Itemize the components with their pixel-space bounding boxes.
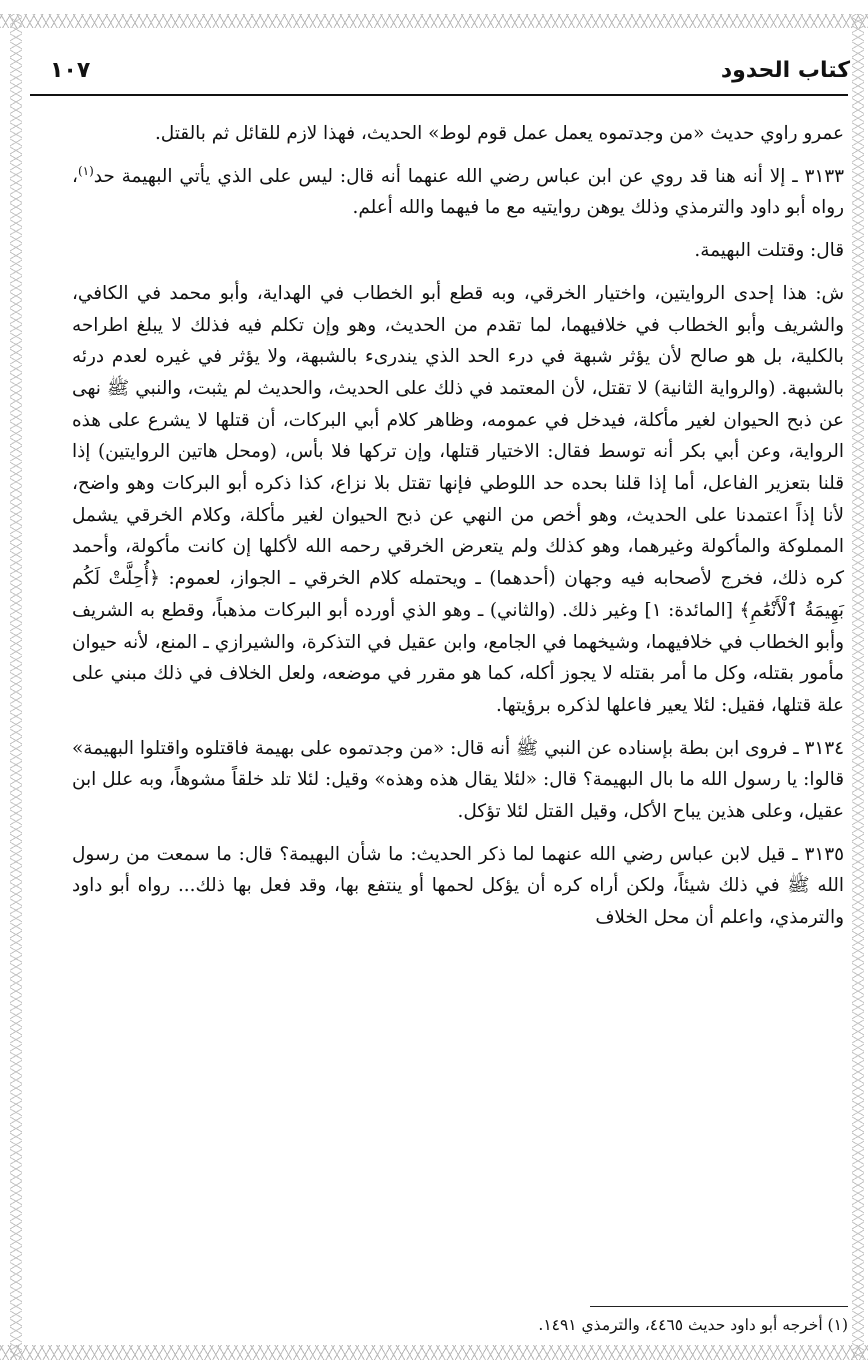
body-text (72, 118, 844, 934)
page-number: ١٠٧ (50, 58, 91, 83)
page-header (30, 56, 850, 90)
paragraph-3133-rest: ، رواه أبو داود والترمذي وذلك يوهن روايتيه مع ما فيهما والله أعلم. (72, 165, 844, 219)
footnote-rule (590, 1306, 848, 1307)
running-title: كتاب الحدود (720, 58, 850, 83)
footnote-reference: (١) (77, 163, 94, 178)
paragraph-qala: قال: وقتلت البهيمة. (694, 240, 844, 262)
paragraph-continuation: عمرو راوي حديث «من وجدتموه يعمل عمل قوم لوط» الحديث، فهذا لازم للقائل ثم بالقتل. (154, 123, 844, 144)
paragraph-3133 (72, 161, 844, 224)
top-border-ornament (0, 14, 868, 28)
paragraph-commentary: ش: هذا إحدى الروايتين، واختيار الخرقي، وبه قطع أبو الخطاب في الهداية، وأبو محمد في الكافي، والشريف وأبو الخطاب في خلافيهما، لما تقدم من الحديث، وهو وإن تكلم فيه فذلك لا يبلغ اطراحه بالكلية، بل هو صالح لأن يؤثر شبهة في درء الحد الذي يندرىء بالشبهة، ولا يؤثر في غيره لعدم درئه بالشبهة. (والرواية الثانية) لا تقتل، لأن المعتمد في ذلك على الحديث، والحديث لم يثبت، والنبي ﷺ نهى عن ذبح الحيوان لغير مأكلة، فيدخل في عمومه، وظاهر كلام أبي البركات، أن قتلها لا يشرع على هذه الرواية، وعن أبي بكر أنه توسط فقال: الاختيار قتلها، وإن تركها فلا بأس، (ومحل هاتين الروايتين) إذا قلنا بتعزير الفاعل، أما إذا قلنا بحده حد اللوطي فإنها تقتل بلا نزاع، كذا ذكره أبو البركات وهو واضح، لأنا إذاً اعتمدنا على الحديث، وهو أخص من النهي عن ذبح الحيوان لغير مأكلة، وكلام الخرقي يشمل المملوكة والمأكولة وغيرهما، وهو كذلك ولم يتعرض الخرقي رحمه الله لأكلها إن كانت مأكولة، وأحمد كره ذلك، فخرج لأصحابه فيه وجهان (أحدهما) ـ ويحتمله كلام الخرقي ـ الجواز، لعموم: ﴿أُحِلَّتْ لَكُم بَهِيمَةُ ٱلْأَنْعَٰمِ﴾ [المائدة: ١] وغير ذلك. (والثاني) ـ وهو الذي أورده أبو البركات مذهباً، وقطع به الشريف وأبو الخطاب في خلافيهما، وشيخهما في الجامع، وابن عقيل في التذكرة، والشيرازي ـ المنع، لأنه حيوان مأمور بقتله، وكل ما أمر بقتله لا يجوز أكله، كما هو مقرر في موضعه، ولعل الخلاف في ذلك مبني على علة قتلها، فقيل: لئلا يعير فاعلها لذكره برؤيتها. (72, 282, 844, 716)
right-border-ornament (852, 14, 864, 1360)
left-border-ornament (10, 14, 22, 1360)
paragraph-3133-text: ٣١٣٣ ـ إلا أنه هنا قد روي عن ابن عباس رضي الله عنهما أنه قال: ليس على الذي يأتي البهيمة حد (93, 165, 844, 187)
paragraph-3134: ٣١٣٤ ـ فروى ابن بطة بإسناده عن النبي ﷺ أنه قال: «من وجدتموه على بهيمة فاقتلوه واقتلوا البهيمة» قالوا: يا رسول الله ما بال البهيمة؟ قال: «لئلا يقال هذه وهذه» وقيل: لئلا تلد خلقاً مشوهاً، وبه علل ابن عقيل، وعلى هذين يباح الأكل، وقيل القتل لئلا تؤكل. (72, 737, 844, 823)
bottom-border-ornament (0, 1345, 868, 1360)
paragraph-3135: ٣١٣٥ ـ قيل لابن عباس رضي الله عنهما لما ذكر الحديث: ما شأن البهيمة؟ قال: ما سمعت من رسول الله ﷺ في ذلك شيئاً، ولكن أراه كره أن يؤكل لحمها أو ينتفع بها، وقد فعل بها ذلك... رواه أبو داود والترمذي، واعلم أن محل الخلاف (72, 843, 844, 929)
footnote: (١) أخرجه أبو داود حديث ٤٤٦٥، والترمذي ١٤٩١. (538, 1316, 848, 1334)
header-rule (30, 94, 848, 96)
